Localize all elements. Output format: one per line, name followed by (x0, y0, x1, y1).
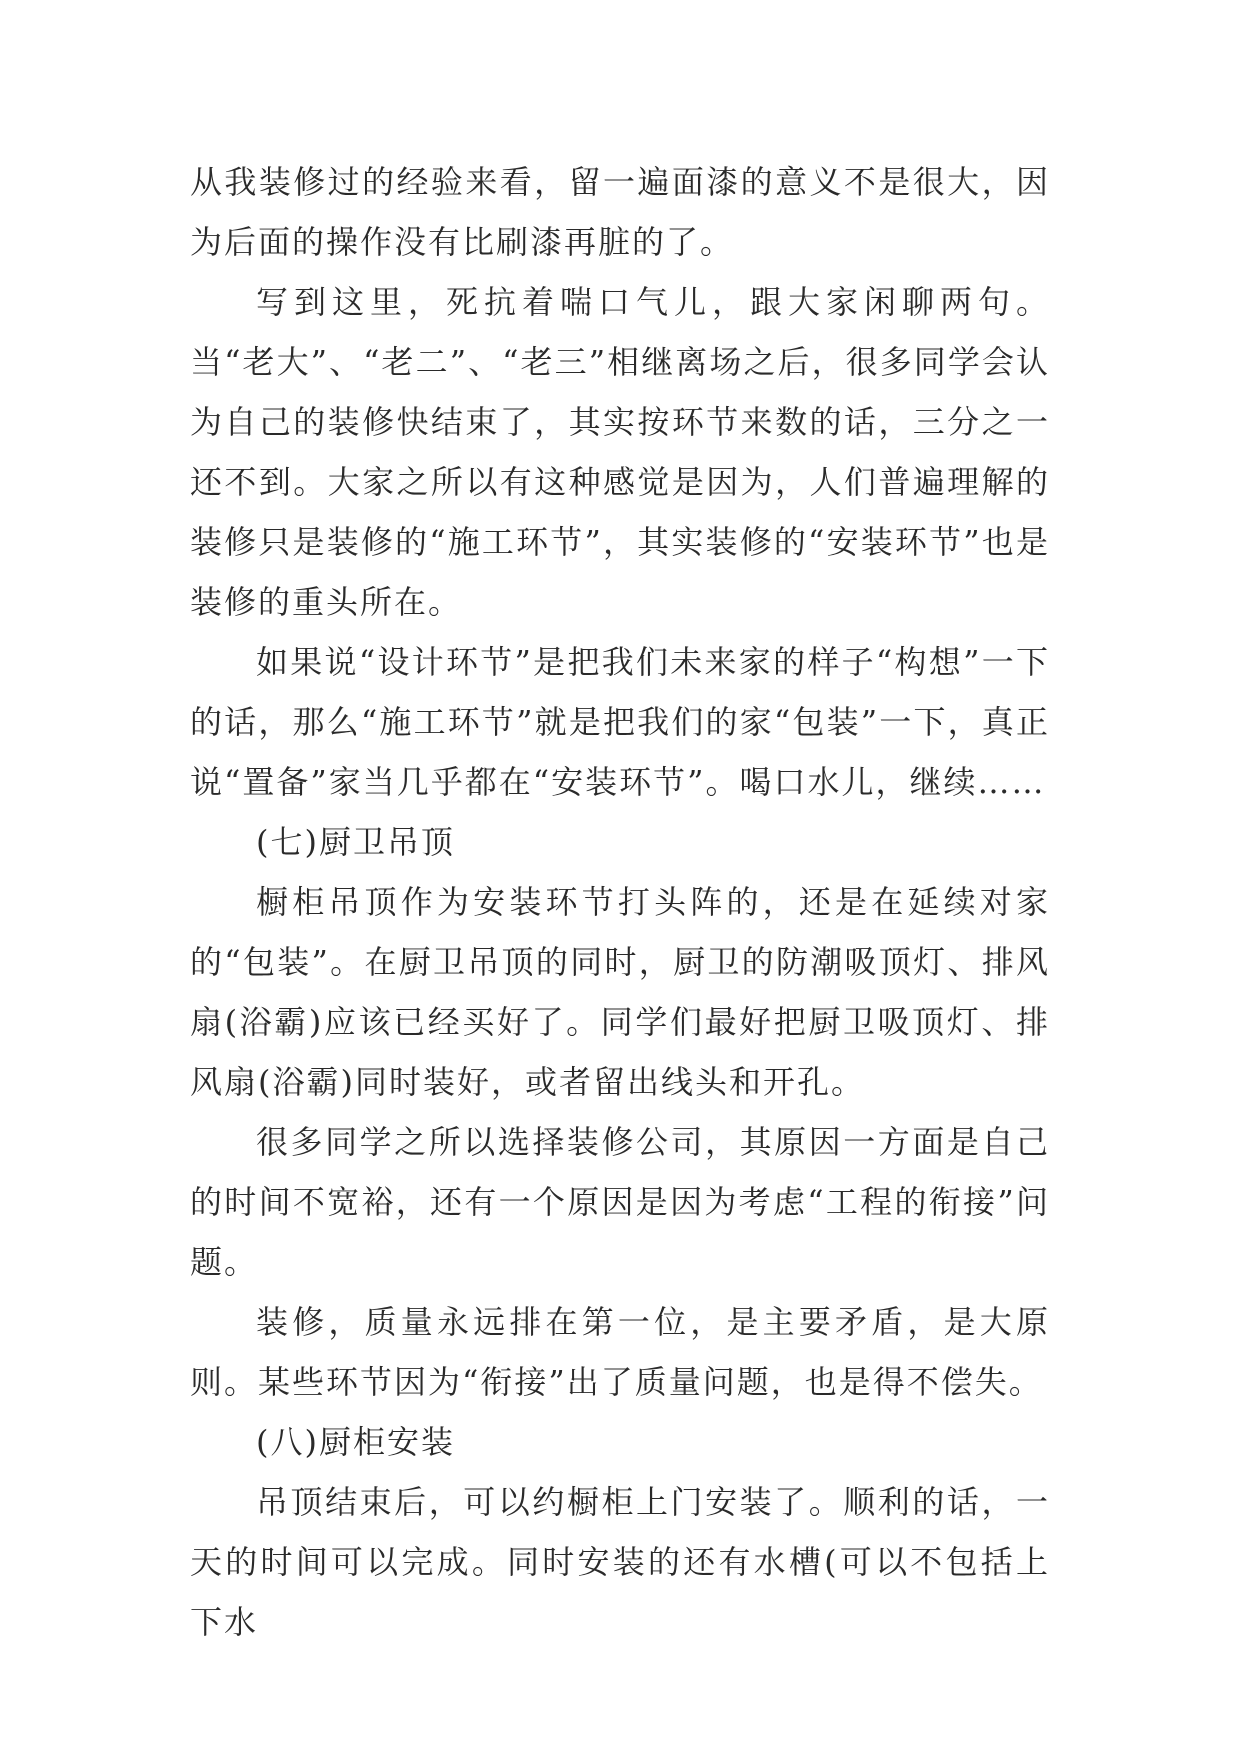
paragraph-cabinet-details: 吊顶结束后，可以约橱柜上门安装了。顺利的话，一天的时间可以完成。同时安装的还有水槽(可以不包括上下水 (190, 1483, 1050, 1641)
paragraph-paint-experience: 从我装修过的经验来看，留一遍面漆的意义不是很大，因为后面的操作没有比刷漆再脏的了。 (190, 163, 1050, 261)
paragraph-design-construction: 如果说“设计环节”是把我们未来家的样子“构想”一下的话，那么“施工环节”就是把我们的家“包装”一下，真正说“置备”家当几乎都在“安装环节”。喝口水儿，继续…… (190, 643, 1050, 801)
section-heading-cabinet-installation: (八)厨柜安装 (256, 1423, 455, 1461)
document-body (190, 152, 1050, 1652)
paragraph-quality-first: 装修，质量永远排在第一位，是主要矛盾，是大原则。某些环节因为“衔接”出了质量问题，也是得不偿失。 (190, 1303, 1050, 1401)
paragraph-decoration-company: 很多同学之所以选择装修公司，其原因一方面是自己的时间不宽裕，还有一个原因是因为考虑“工程的衔接”问题。 (190, 1123, 1050, 1281)
section-heading-kitchen-bath-ceiling: (七)厨卫吊顶 (256, 823, 455, 861)
paragraph-installation-intro: 写到这里，死抗着喘口气儿，跟大家闲聊两句。当“老大”、“老二”、“老三”相继离场之后，很多同学会认为自己的装修快结束了，其实按环节来数的话，三分之一还不到。大家之所以有这种感觉是因为，人们普遍理解的装修只是装修的“施工环节”，其实装修的“安装环节”也是装修的重头所在。 (190, 283, 1050, 621)
paragraph-ceiling-details: 橱柜吊顶作为安装环节打头阵的，还是在延续对家的“包装”。在厨卫吊顶的同时，厨卫的防潮吸顶灯、排风扇(浴霸)应该已经买好了。同学们最好把厨卫吸顶灯、排风扇(浴霸)同时装好，或者留出线头和开孔。 (190, 883, 1050, 1101)
